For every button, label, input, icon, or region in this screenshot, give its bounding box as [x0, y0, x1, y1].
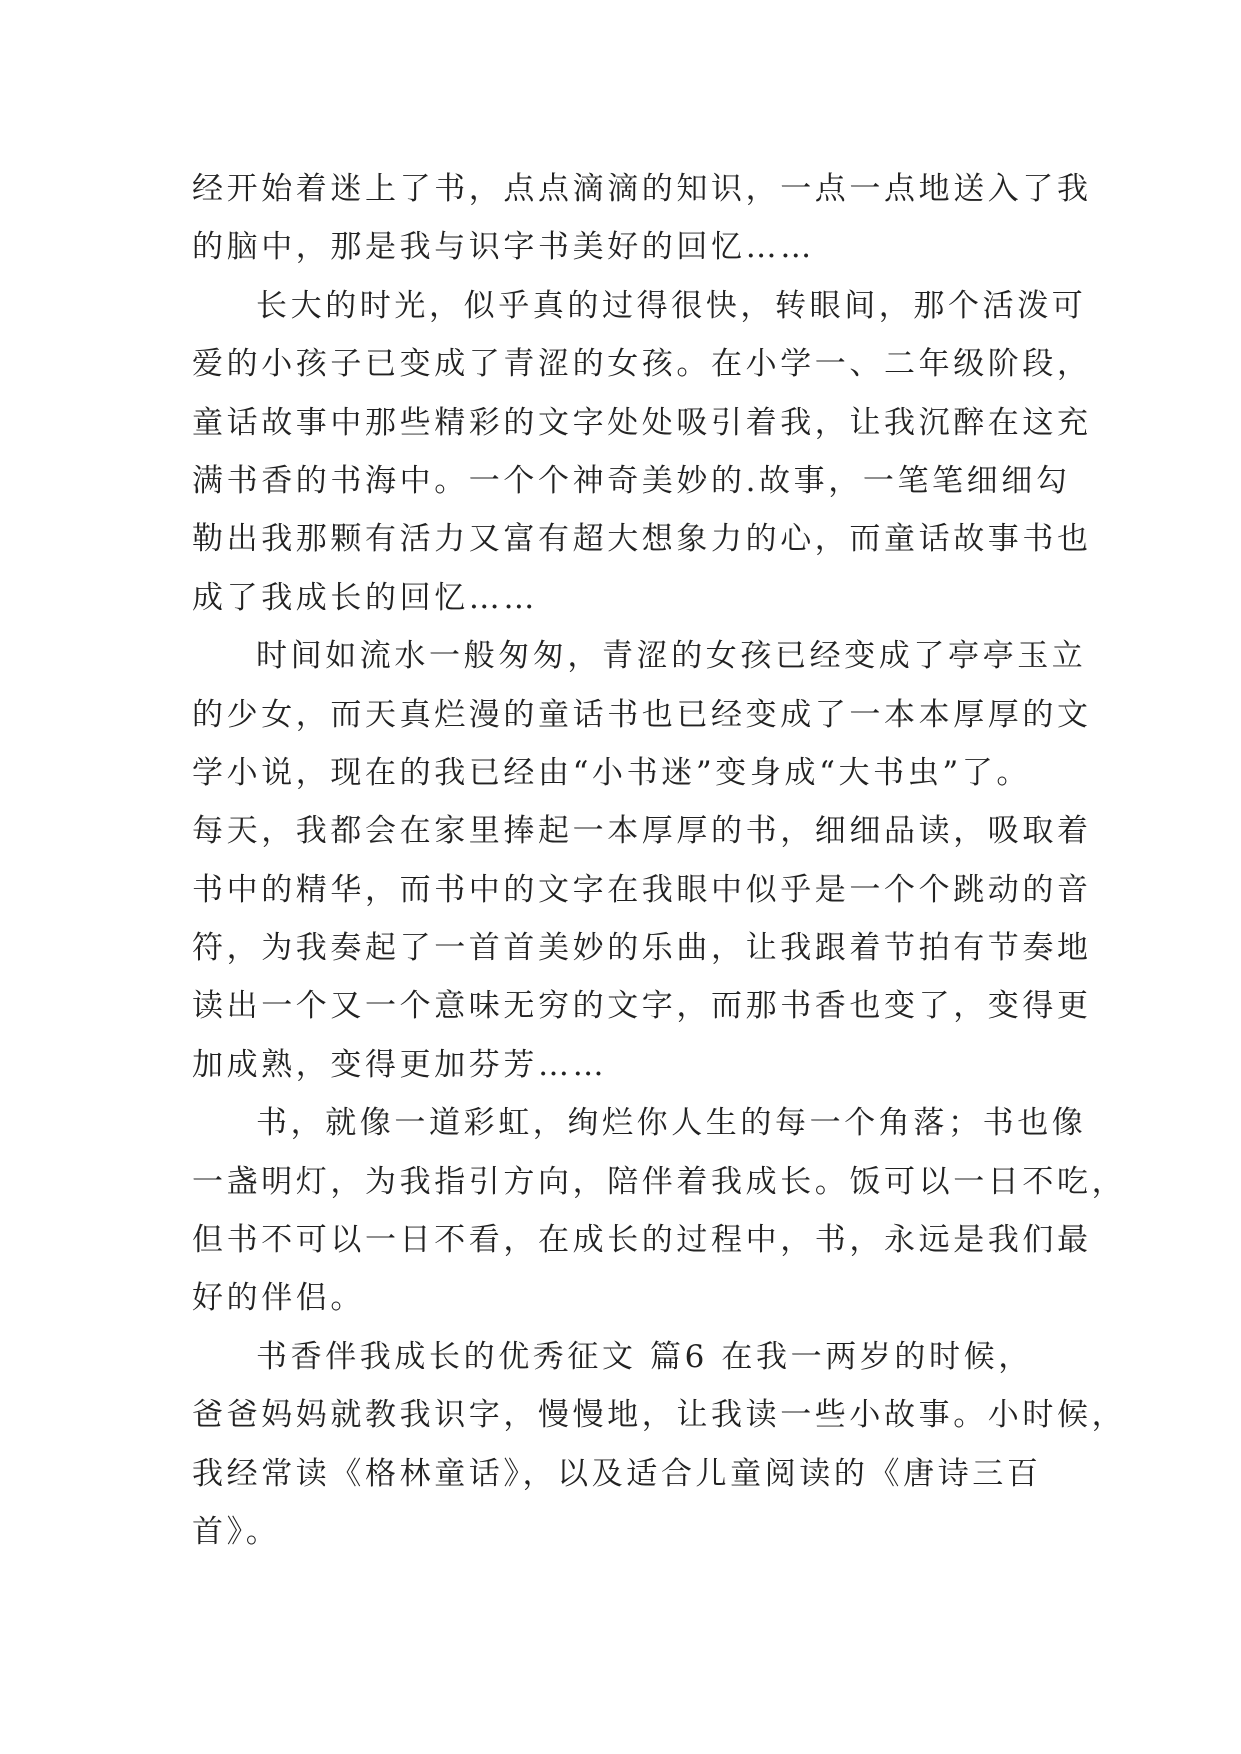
text-line: 长大的时光，似乎真的过得很快，转眼间，那个活泼可: [256, 287, 1087, 324]
text-line: 但书不可以一日不看，在成长的过程中，书，永远是我们最: [192, 1222, 1092, 1259]
text-line: 爱的小孩子已变成了青涩的女孩。在小学一、二年级阶段，: [192, 346, 1092, 383]
text-line: 的脑中，那是我与识字书美好的回忆……: [192, 229, 815, 266]
text-line: 书，就像一道彩虹，绚烂你人生的每一个角落；书也像: [256, 1105, 1087, 1142]
text-line: 符，为我奏起了一首首美妙的乐曲，让我跟着节拍有节奏地: [192, 930, 1092, 967]
text-line: 读出一个又一个意味无穷的文字，而那书香也变了，变得更: [192, 988, 1092, 1025]
text-line: 加成熟，变得更加芬芳……: [192, 1046, 608, 1083]
text-line: 满书香的书海中。一个个神奇美妙的.故事，一笔笔细细勾: [192, 462, 1071, 499]
text-line: 一盏明灯，为我指引方向，陪伴着我成长。饭可以一日不吃，: [192, 1163, 1127, 1200]
text-line: 学小说，现在的我已经由“小书迷”变身成“大书虫”了。: [192, 754, 1031, 791]
text-line: 童话故事中那些精彩的文字处处吸引着我，让我沉醉在这充: [192, 404, 1092, 441]
text-line: 书中的精华，而书中的文字在我眼中似乎是一个个跳动的音: [192, 871, 1092, 908]
text-line: 成了我成长的回忆……: [192, 579, 538, 616]
text-line: 爸爸妈妈就教我识字，慢慢地，让我读一些小故事。小时候，: [192, 1397, 1127, 1434]
text-line: 我经常读《格林童话》，以及适合儿童阅读的《唐诗三百: [192, 1455, 1042, 1492]
text-line: 首》。: [192, 1513, 281, 1550]
text-line: 时间如流水一般匆匆，青涩的女孩已经变成了亭亭玉立: [256, 638, 1087, 675]
text-line: 好的伴侣。: [192, 1280, 365, 1317]
text-line: 每天，我都会在家里捧起一本厚厚的书，细细品读，吸取着: [192, 813, 1092, 850]
text-line: 经开始着迷上了书，点点滴滴的知识，一点一点地送入了我: [192, 171, 1092, 207]
text-line: 的少女，而天真烂漫的童话书也已经变成了一本本厚厚的文: [192, 696, 1092, 733]
article-body: [192, 160, 1127, 1561]
text-line: 书香伴我成长的优秀征文 篇6 在我一两岁的时候，: [256, 1338, 1033, 1375]
text-line: 勒出我那颗有活力又富有超大想象力的心，而童话故事书也: [192, 521, 1092, 558]
